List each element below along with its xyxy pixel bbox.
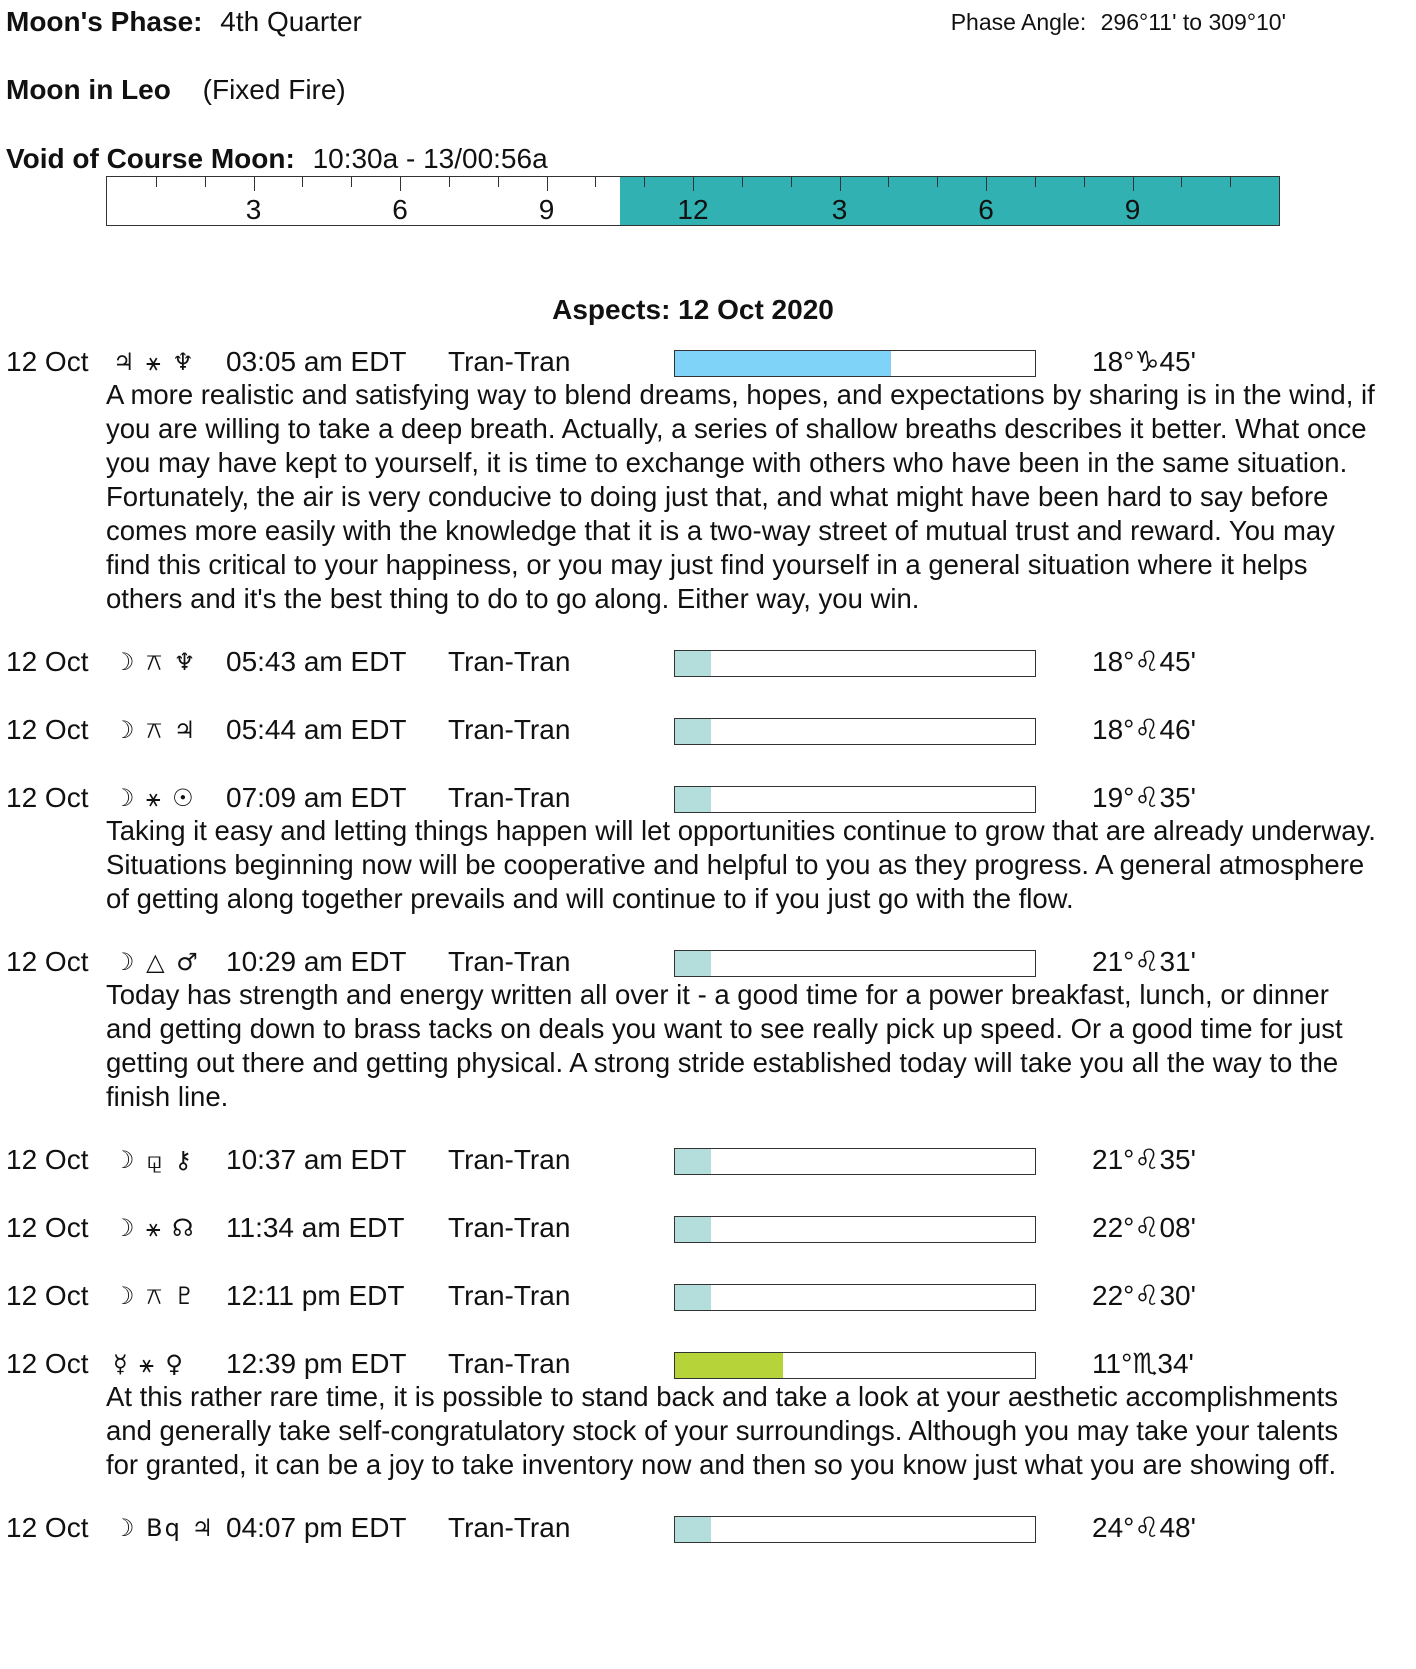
timeline-hour-tick bbox=[1181, 177, 1182, 187]
aspect-date: 12 Oct bbox=[6, 714, 89, 745]
timeline-hour-tick bbox=[644, 177, 645, 187]
aspect-row bbox=[0, 1142, 1416, 1178]
timeline-hour-label: 9 bbox=[538, 194, 555, 225]
aspect-glyph: ☽ △ ♂ bbox=[113, 948, 200, 976]
timeline-hour-tick bbox=[400, 177, 401, 191]
aspect-type: Tran-Tran bbox=[448, 714, 571, 745]
aspect-position: 21°♌31' bbox=[1092, 946, 1196, 977]
aspect-entry bbox=[0, 780, 1416, 916]
aspect-description: A more realistic and satisfying way to blend dreams, hopes, and expectations by sharing is in the wind, if you are willing to take a deep breath. Actually, a series of shallow breaths describes it better. What once you may have kept to yourself, it is time to exchange with others who have been in the same situation. Fortunately, the air is very conducive to doing just that, and what might have been hard to say before comes more easily with the knowledge that it is a two-way street of mutual trust and reward. You may find this critical to your happiness, or you may just find yourself in a general situation where it helps others and it's the best thing to do to go along. Either way, you win. bbox=[106, 379, 1375, 614]
aspect-row bbox=[0, 344, 1416, 380]
aspect-position: 24°♌48' bbox=[1092, 1512, 1196, 1543]
aspect-strength-bar bbox=[674, 1216, 1036, 1243]
aspect-position: 18°♌46' bbox=[1092, 714, 1196, 745]
aspect-position: 22°♌08' bbox=[1092, 1212, 1196, 1243]
aspect-strength-bar bbox=[674, 650, 1036, 677]
aspect-glyph: ☽ Bq ♃ bbox=[113, 1514, 215, 1542]
aspect-type: Tran-Tran bbox=[448, 782, 571, 813]
aspect-date: 12 Oct bbox=[6, 1512, 89, 1543]
aspect-type: Tran-Tran bbox=[448, 646, 571, 677]
timeline-hour-tick bbox=[156, 177, 157, 187]
void-of-course-line bbox=[6, 143, 548, 175]
aspect-strength-fill bbox=[675, 1217, 711, 1242]
aspect-glyph: ☽ ⚻ ♇ bbox=[113, 1282, 198, 1310]
aspect-row bbox=[0, 780, 1416, 816]
aspect-entry bbox=[0, 1510, 1416, 1546]
aspect-glyph: ☽ ⚹ ☊ bbox=[113, 1214, 196, 1242]
moon-phase-line bbox=[6, 6, 362, 38]
aspect-position: 19°♌35' bbox=[1092, 782, 1196, 813]
aspect-position: 22°♌30' bbox=[1092, 1280, 1196, 1311]
aspect-row bbox=[0, 644, 1416, 680]
timeline-hour-tick bbox=[205, 177, 206, 187]
aspect-time: 12:39 pm EDT bbox=[226, 1348, 407, 1379]
aspect-type: Tran-Tran bbox=[448, 1280, 571, 1311]
timeline-hour-tick bbox=[840, 177, 841, 191]
aspect-position: 18°♑45' bbox=[1092, 346, 1196, 377]
void-period-fill bbox=[620, 177, 1279, 225]
timeline-hour-tick bbox=[791, 177, 792, 187]
phase-angle bbox=[951, 8, 1286, 36]
timeline-hour-tick bbox=[1133, 177, 1134, 191]
aspect-strength-bar bbox=[674, 1148, 1036, 1175]
aspect-glyph: ☽ ⚻ ♆ bbox=[113, 648, 198, 676]
aspect-date: 12 Oct bbox=[6, 782, 89, 813]
aspect-position: 18°♌45' bbox=[1092, 646, 1196, 677]
timeline-hour-tick bbox=[1035, 177, 1036, 187]
aspect-entry bbox=[0, 1346, 1416, 1482]
aspect-type: Tran-Tran bbox=[448, 1212, 571, 1243]
aspect-date: 12 Oct bbox=[6, 1280, 89, 1311]
timeline-hour-label: 9 bbox=[1124, 194, 1141, 225]
aspect-time: 07:09 am EDT bbox=[226, 782, 407, 813]
aspect-type: Tran-Tran bbox=[448, 1144, 571, 1175]
aspect-strength-fill bbox=[675, 787, 711, 812]
aspect-row bbox=[0, 1278, 1416, 1314]
aspect-type: Tran-Tran bbox=[448, 1348, 571, 1379]
aspect-entry bbox=[0, 944, 1416, 1114]
timeline-hour-tick bbox=[498, 177, 499, 187]
aspect-time: 10:29 am EDT bbox=[226, 946, 407, 977]
aspects-title: Aspects: 12 Oct 2020 bbox=[552, 294, 834, 325]
aspect-strength-fill bbox=[675, 719, 711, 744]
aspect-type: Tran-Tran bbox=[448, 1512, 571, 1543]
aspect-time: 05:43 am EDT bbox=[226, 646, 407, 677]
aspect-row bbox=[0, 1510, 1416, 1546]
aspect-strength-fill bbox=[675, 1517, 711, 1542]
aspect-time: 03:05 am EDT bbox=[226, 346, 407, 377]
aspect-entry bbox=[0, 344, 1416, 616]
moon-sign-line bbox=[6, 74, 346, 106]
moon-sign-quality: (Fixed Fire) bbox=[202, 74, 346, 105]
timeline-hour-tick bbox=[254, 177, 255, 191]
aspect-strength-bar bbox=[674, 950, 1036, 977]
aspect-type: Tran-Tran bbox=[448, 946, 571, 977]
timeline-hour-label: 6 bbox=[978, 194, 994, 225]
aspect-time: 11:34 am EDT bbox=[226, 1212, 405, 1243]
timeline-hour-tick bbox=[302, 177, 303, 187]
aspect-glyph: ☽ ⚼ ⚷ bbox=[113, 1146, 194, 1174]
aspect-glyph: ☽ ⚹ ☉ bbox=[113, 784, 196, 812]
timeline-hour-tick bbox=[1230, 177, 1231, 187]
timeline-hour-label: 3 bbox=[245, 194, 262, 225]
timeline-hour-tick bbox=[1084, 177, 1085, 187]
moon-phase-value: 4th Quarter bbox=[220, 6, 362, 37]
aspect-strength-fill bbox=[675, 951, 711, 976]
timeline-hour-label: 12 bbox=[677, 194, 709, 225]
timeline-hour-tick bbox=[547, 177, 548, 191]
moon-sign-label: Moon in Leo bbox=[6, 74, 171, 105]
aspect-row bbox=[0, 944, 1416, 980]
aspect-glyph: ☿ ⚹ ♀ bbox=[113, 1350, 185, 1378]
timeline-hour-tick bbox=[351, 177, 352, 187]
aspect-entry bbox=[0, 644, 1416, 680]
aspect-strength-fill bbox=[675, 1353, 783, 1378]
timeline-hour-tick bbox=[937, 177, 938, 187]
aspect-type: Tran-Tran bbox=[448, 346, 571, 377]
aspect-position: 11°♏34' bbox=[1092, 1348, 1194, 1379]
void-value: 10:30a - 13/00:56a bbox=[312, 143, 548, 174]
aspect-time: 05:44 am EDT bbox=[226, 714, 407, 745]
aspect-date: 12 Oct bbox=[6, 1348, 89, 1379]
aspect-row bbox=[0, 1346, 1416, 1382]
aspect-strength-bar bbox=[674, 718, 1036, 745]
timeline-hour-tick bbox=[449, 177, 450, 187]
void-label: Void of Course Moon: bbox=[6, 143, 295, 174]
aspect-strength-bar bbox=[674, 1284, 1036, 1311]
timeline-hour-tick bbox=[888, 177, 889, 187]
aspect-time: 04:07 pm EDT bbox=[226, 1512, 407, 1543]
aspect-strength-fill bbox=[675, 1149, 711, 1174]
timeline-hour-label: 3 bbox=[831, 194, 848, 225]
aspect-strength-bar bbox=[674, 786, 1036, 813]
void-of-course-timeline bbox=[106, 176, 1280, 226]
aspect-date: 12 Oct bbox=[6, 646, 89, 677]
aspect-entry bbox=[0, 712, 1416, 748]
aspect-date: 12 Oct bbox=[6, 1212, 89, 1243]
aspect-date: 12 Oct bbox=[6, 346, 89, 377]
aspect-description: At this rather rare time, it is possible to stand back and take a look at your aesthetic accomplishments and generally take self-congratulatory stock of your surroundings. Although you may take your talents for granted, it can be a joy to take inventory now and then so you know just what you are showing off. bbox=[106, 1381, 1339, 1480]
moon-phase-label: Moon's Phase: bbox=[6, 6, 203, 37]
aspect-time: 12:11 pm EDT bbox=[226, 1280, 405, 1311]
aspect-strength-bar bbox=[674, 1516, 1036, 1543]
aspect-strength-fill bbox=[675, 651, 711, 676]
aspect-row bbox=[0, 712, 1416, 748]
aspect-time: 10:37 am EDT bbox=[226, 1144, 407, 1175]
aspect-strength-fill bbox=[675, 1285, 711, 1310]
timeline-hour-tick bbox=[986, 177, 987, 191]
aspect-entry bbox=[0, 1278, 1416, 1314]
aspect-position: 21°♌35' bbox=[1092, 1144, 1196, 1175]
aspect-entry bbox=[0, 1142, 1416, 1178]
aspect-description: Taking it easy and letting things happen will let opportunities continue to grow that are already underway. Situations beginning now will be cooperative and helpful to you as they progress. A general atmosphere of getting along together prevails and will continue to if you just go with the flow. bbox=[106, 815, 1376, 914]
aspect-date: 12 Oct bbox=[6, 946, 89, 977]
phase-angle-label: Phase Angle: bbox=[950, 9, 1087, 35]
aspect-date: 12 Oct bbox=[6, 1144, 89, 1175]
aspect-strength-bar bbox=[674, 350, 1036, 377]
aspect-strength-bar bbox=[674, 1352, 1036, 1379]
aspect-row bbox=[0, 1210, 1416, 1246]
aspect-list bbox=[0, 344, 1416, 1578]
aspect-description: Today has strength and energy written all over it - a good time for a power breakfast, lunch, or dinner and getting down to brass tacks on deals you want to see really pick up speed. Or a good time for just getting out there and getting physical. A strong stride established today will take you all the way to the finish line. bbox=[106, 979, 1343, 1112]
timeline-hour-tick bbox=[742, 177, 743, 187]
aspect-glyph: ♃ ⚹ ♆ bbox=[113, 348, 196, 376]
aspect-glyph: ☽ ⚻ ♃ bbox=[113, 716, 198, 744]
timeline-hour-tick bbox=[595, 177, 596, 187]
timeline-hour-tick bbox=[693, 177, 694, 191]
phase-angle-value: 296°11' to 309°10' bbox=[1100, 9, 1286, 35]
timeline-hour-label: 6 bbox=[392, 194, 408, 225]
aspect-entry bbox=[0, 1210, 1416, 1246]
aspect-strength-fill bbox=[675, 351, 891, 376]
